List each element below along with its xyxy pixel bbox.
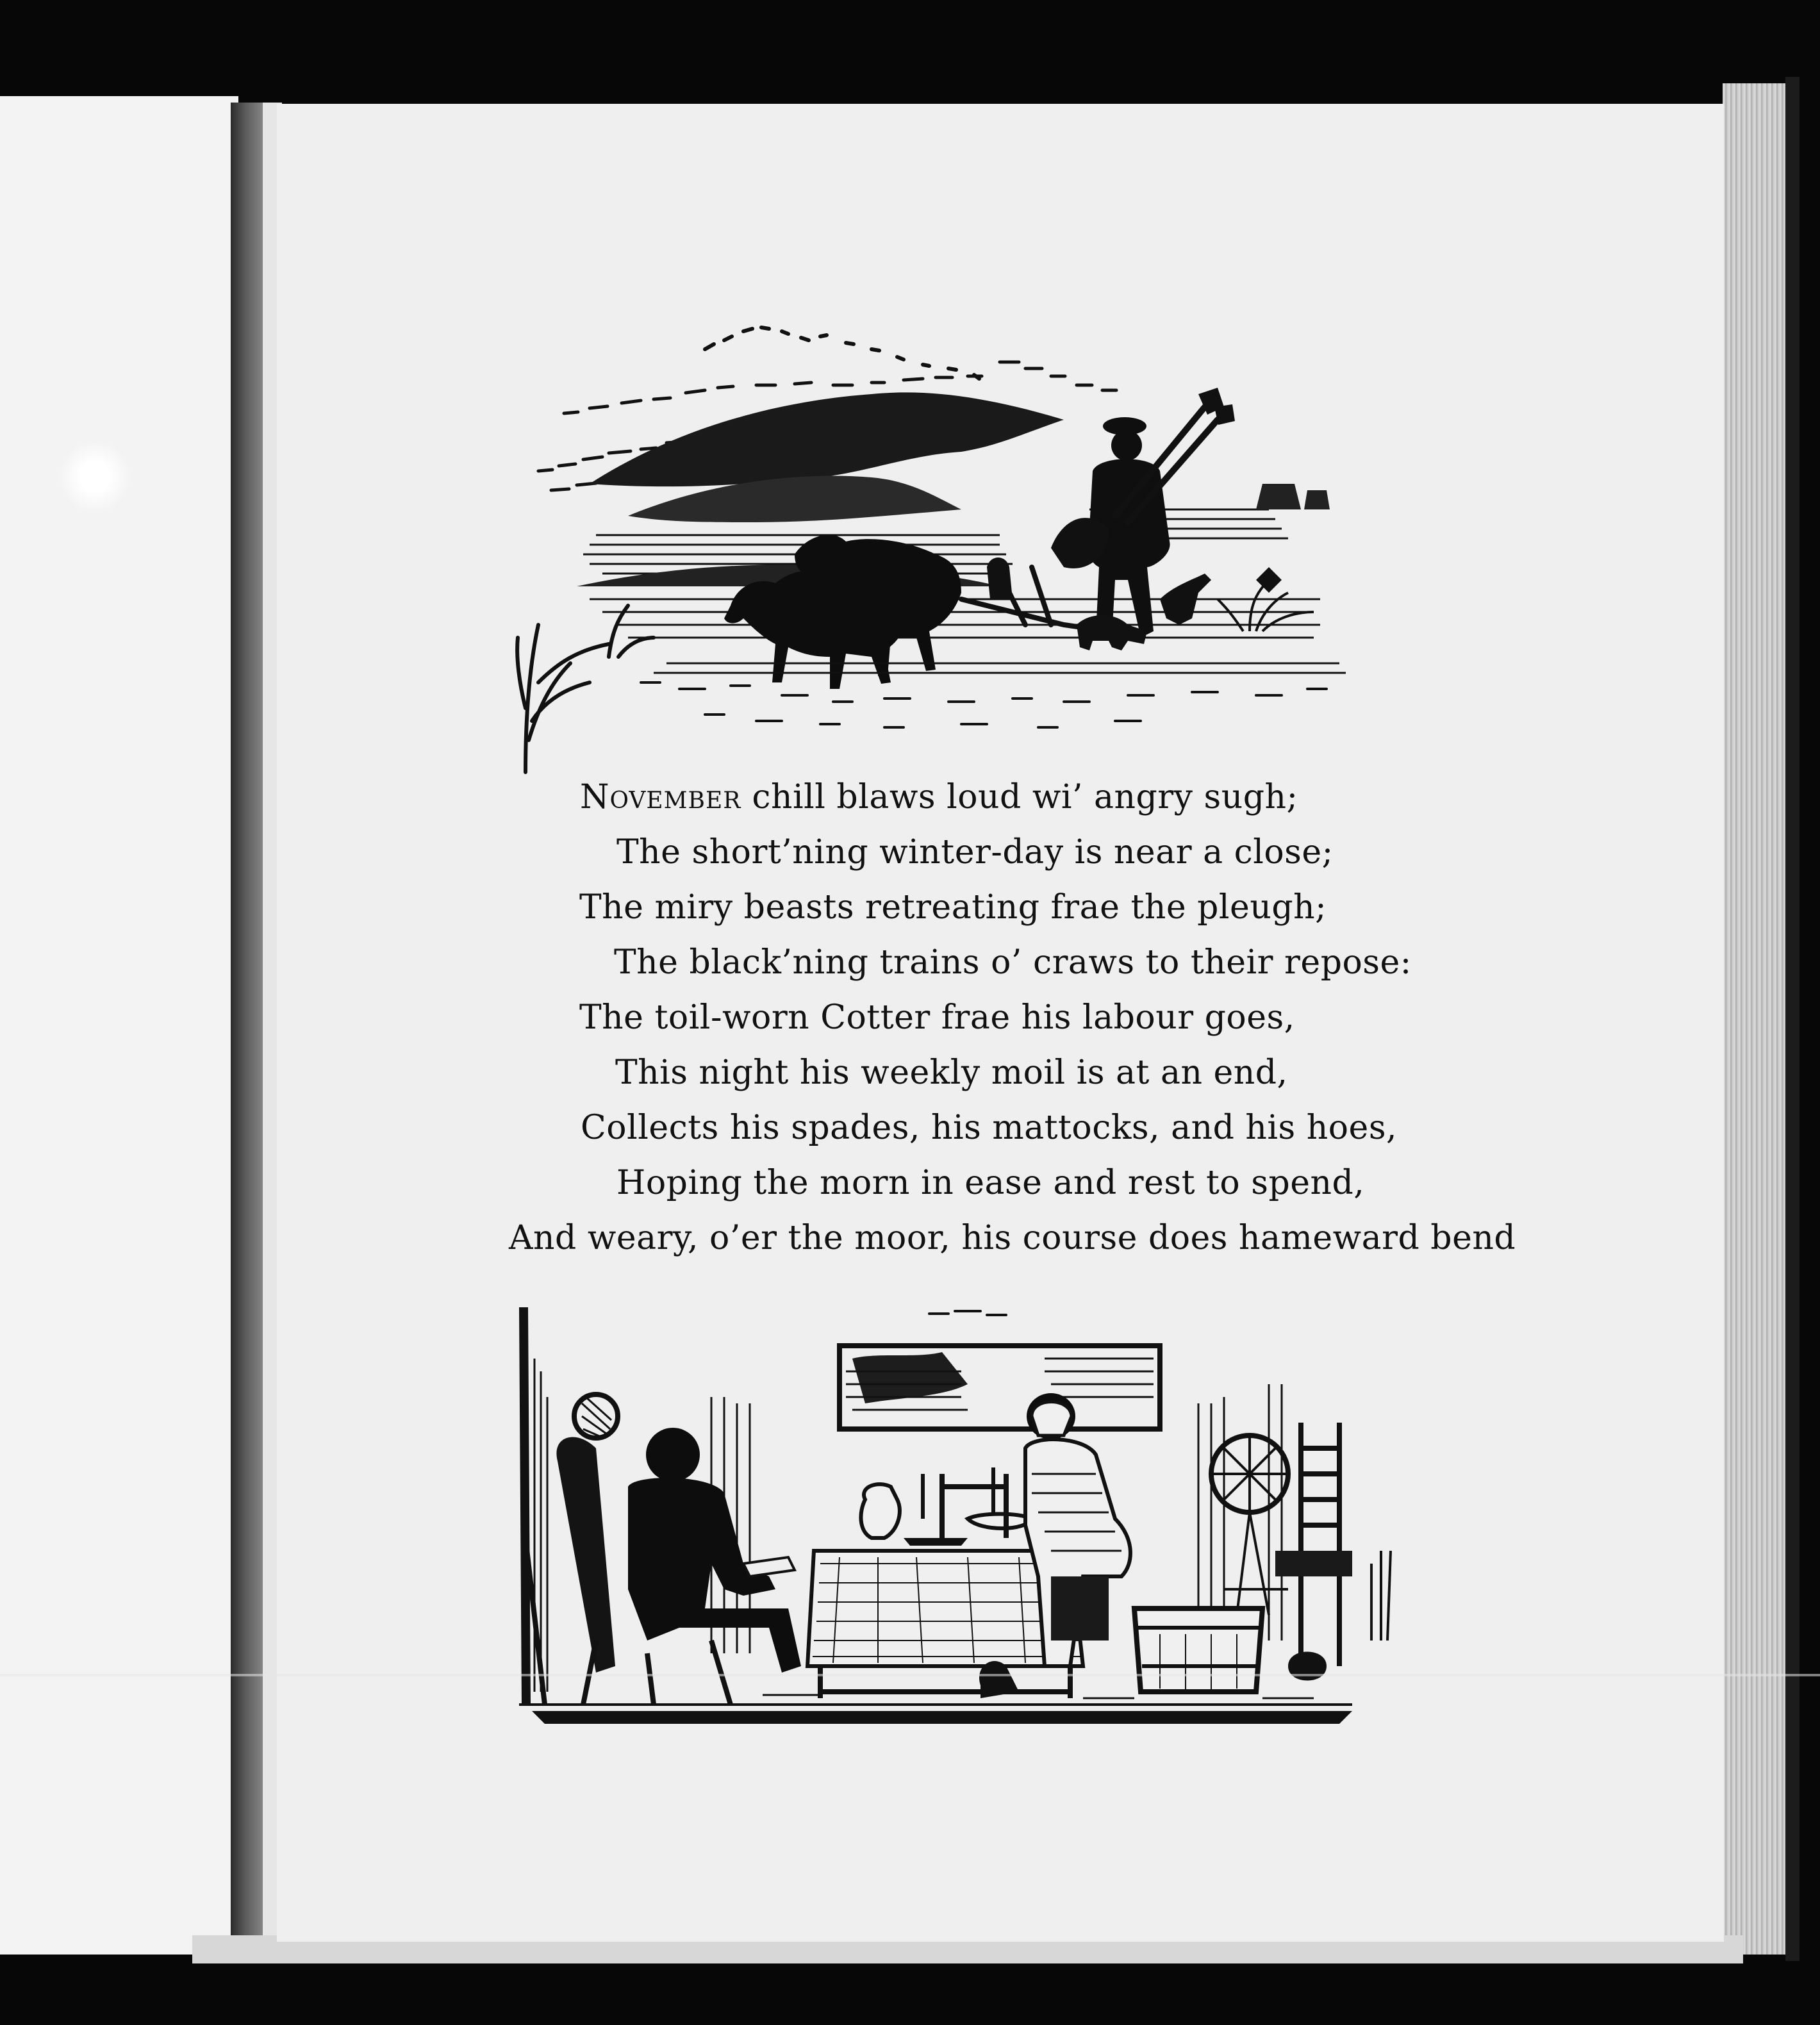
poem-first-word: November [580, 778, 741, 816]
poem-line-5: The toil-worn Cotter frae his labour goes, [579, 998, 1295, 1037]
poem-line-7: Collects his spades, his mattocks, and his hoes, [581, 1109, 1398, 1147]
poem-line-1 [580, 777, 1298, 818]
poem-line-9: And weary, o’er the moor, his course does hameward bend [509, 1219, 1516, 1257]
plowman-engraving [513, 324, 1410, 785]
cover-edge [1785, 77, 1799, 1961]
cottage-interior-engraving [519, 1307, 1403, 1730]
poem-line-4: The black’ning trains o’ craws to their repose: [614, 943, 1412, 982]
poem-line-3: The miry beasts retreating frae the pleugh; [579, 888, 1327, 927]
poem-first-line-rest: chill blaws loud wi’ angry sugh; [741, 778, 1298, 816]
poem-line-8: Hoping the morn in ease and rest to spend, [616, 1164, 1365, 1202]
paper-spot [59, 442, 131, 511]
poem-line-6: This night his weekly moil is at an end, [615, 1054, 1288, 1092]
poem-line-2: The short’ning winter-day is near a close; [616, 833, 1334, 872]
scan-artifact-line [0, 1674, 1820, 1676]
book-gutter [231, 103, 264, 1935]
